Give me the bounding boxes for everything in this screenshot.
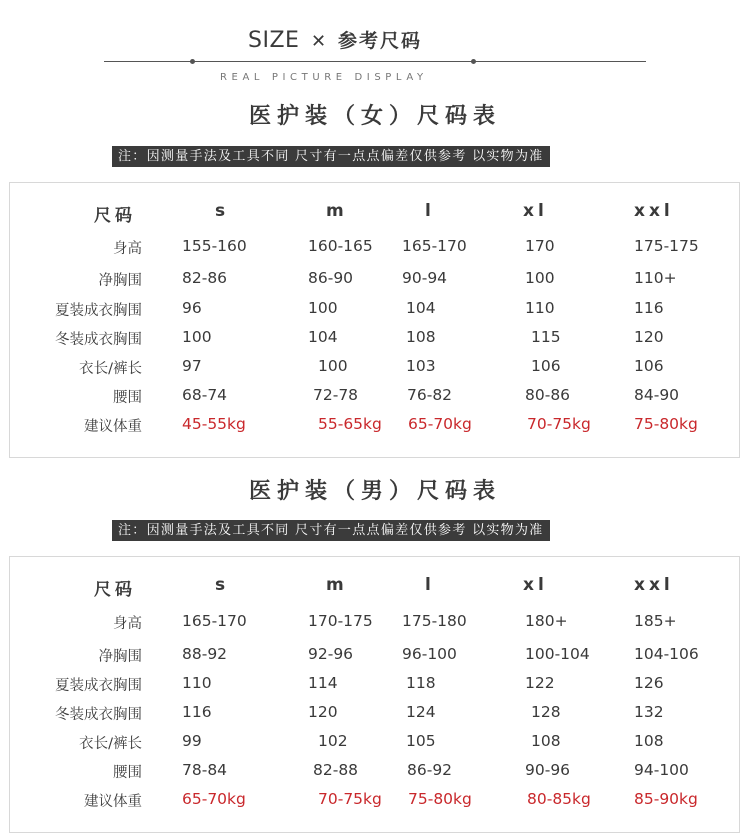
table-cell: 175-175 xyxy=(634,237,699,255)
table-cell: 170-175 xyxy=(308,612,373,630)
row-label: 冬装成衣胸围 xyxy=(55,332,142,348)
table-cell: 100 xyxy=(318,357,348,375)
size-header-s: s xyxy=(215,575,230,595)
table-cell: 116 xyxy=(182,703,212,721)
table-cell: 108 xyxy=(406,328,436,346)
table-cell: 90-96 xyxy=(525,761,571,779)
table-cell: 104 xyxy=(406,299,436,317)
table-cell: 102 xyxy=(318,732,348,750)
table-cell: 120 xyxy=(634,328,664,346)
row-label: 冬装成衣胸围 xyxy=(55,707,142,723)
row-label: 夏装成衣胸围 xyxy=(55,303,142,319)
table-cell: 106 xyxy=(634,357,664,375)
table-cell: 75-80kg xyxy=(408,790,472,808)
table-cell: 80-86 xyxy=(525,386,571,404)
header-title xyxy=(248,26,422,53)
table-header-label: 尺码 xyxy=(94,206,136,226)
size-table-women xyxy=(9,182,740,458)
table-cell: 108 xyxy=(634,732,664,750)
table-cell: 84-90 xyxy=(634,386,680,404)
row-label: 净胸围 xyxy=(98,273,142,289)
size-header-m: m xyxy=(326,201,348,221)
table-cell: 88-92 xyxy=(182,645,228,663)
table-cell: 65-70kg xyxy=(408,415,472,433)
size-header-xxl: xxl xyxy=(634,201,674,221)
table-cell: 110 xyxy=(182,674,212,692)
table-cell: 78-84 xyxy=(182,761,228,779)
table-cell: 68-74 xyxy=(182,386,228,404)
table-cell: 55-65kg xyxy=(318,415,382,433)
divider-dot-left xyxy=(190,59,195,64)
size-header-xl: xl xyxy=(523,575,548,595)
table-cell: 116 xyxy=(634,299,664,317)
table-cell: 70-75kg xyxy=(527,415,591,433)
table-title: 医护装（男）尺码表 xyxy=(248,479,501,504)
size-header-xxl: xxl xyxy=(634,575,674,595)
table-cell: 165-170 xyxy=(402,237,467,255)
table-cell: 80-85kg xyxy=(527,790,591,808)
table-cell: 120 xyxy=(308,703,338,721)
table-cell: 122 xyxy=(525,674,555,692)
table-cell: 175-180 xyxy=(402,612,467,630)
table-cell: 94-100 xyxy=(634,761,689,779)
table-cell: 126 xyxy=(634,674,664,692)
table-cell: 96 xyxy=(182,299,202,317)
table-cell: 103 xyxy=(406,357,436,375)
row-label: 身高 xyxy=(113,241,142,257)
table-cell: 72-78 xyxy=(313,386,359,404)
table-cell: 160-165 xyxy=(308,237,373,255)
table-cell: 85-90kg xyxy=(634,790,698,808)
table-cell: 96-100 xyxy=(402,645,457,663)
cross-icon: ✕ xyxy=(310,31,327,52)
table-cell: 106 xyxy=(531,357,561,375)
size-word: SIZE xyxy=(248,28,300,53)
row-label: 夏装成衣胸围 xyxy=(55,678,142,694)
divider-dot-right xyxy=(471,59,476,64)
table-cell: 170 xyxy=(525,237,555,255)
table-cell: 128 xyxy=(531,703,561,721)
table-note: 注：因测量手法及工具不同 尺寸有一点点偏差仅供参考 以实物为准 xyxy=(112,520,550,541)
table-note: 注：因测量手法及工具不同 尺寸有一点点偏差仅供参考 以实物为准 xyxy=(112,146,550,167)
size-table-men xyxy=(9,556,740,833)
row-label: 建议体重 xyxy=(84,794,142,810)
table-cell: 75-80kg xyxy=(634,415,698,433)
size-header-xl: xl xyxy=(523,201,548,221)
table-header-label: 尺码 xyxy=(94,580,136,600)
row-label: 身高 xyxy=(113,616,142,632)
table-cell: 110 xyxy=(525,299,555,317)
table-cell: 100-104 xyxy=(525,645,590,663)
row-label: 净胸围 xyxy=(98,649,142,665)
size-header-l: l xyxy=(425,575,435,595)
table-cell: 90-94 xyxy=(402,269,448,287)
row-label: 衣长/裤长 xyxy=(79,736,142,752)
size-header-m: m xyxy=(326,575,348,595)
table-cell: 115 xyxy=(531,328,561,346)
table-cell: 104-106 xyxy=(634,645,699,663)
row-label: 建议体重 xyxy=(84,419,142,435)
table-cell: 70-75kg xyxy=(318,790,382,808)
row-label: 衣长/裤长 xyxy=(79,361,142,377)
table-cell: 86-92 xyxy=(407,761,453,779)
table-cell: 86-90 xyxy=(308,269,354,287)
table-cell: 132 xyxy=(634,703,664,721)
table-cell: 100 xyxy=(308,299,338,317)
header-cn-title: 参考尺码 xyxy=(338,30,423,52)
table-cell: 82-88 xyxy=(313,761,359,779)
table-cell: 165-170 xyxy=(182,612,247,630)
row-label: 腰围 xyxy=(113,390,142,406)
table-cell: 180+ xyxy=(525,612,568,630)
table-cell: 110+ xyxy=(634,269,677,287)
table-cell: 118 xyxy=(406,674,436,692)
table-cell: 65-70kg xyxy=(182,790,246,808)
table-cell: 45-55kg xyxy=(182,415,246,433)
table-cell: 114 xyxy=(308,674,338,692)
table-title: 医护装（女）尺码表 xyxy=(248,104,501,129)
header-subtitle: REAL PICTURE DISPLAY xyxy=(220,72,428,83)
size-header-l: l xyxy=(425,201,435,221)
table-cell: 124 xyxy=(406,703,436,721)
header-divider xyxy=(104,61,646,62)
table-cell: 108 xyxy=(531,732,561,750)
table-cell: 104 xyxy=(308,328,338,346)
row-label: 腰围 xyxy=(113,765,142,781)
size-header-s: s xyxy=(215,201,230,221)
table-cell: 105 xyxy=(406,732,436,750)
table-cell: 100 xyxy=(182,328,212,346)
table-cell: 99 xyxy=(182,732,202,750)
table-cell: 82-86 xyxy=(182,269,228,287)
table-cell: 185+ xyxy=(634,612,677,630)
table-cell: 100 xyxy=(525,269,555,287)
table-cell: 97 xyxy=(182,357,202,375)
table-cell: 76-82 xyxy=(407,386,453,404)
table-cell: 92-96 xyxy=(308,645,354,663)
table-cell: 155-160 xyxy=(182,237,247,255)
